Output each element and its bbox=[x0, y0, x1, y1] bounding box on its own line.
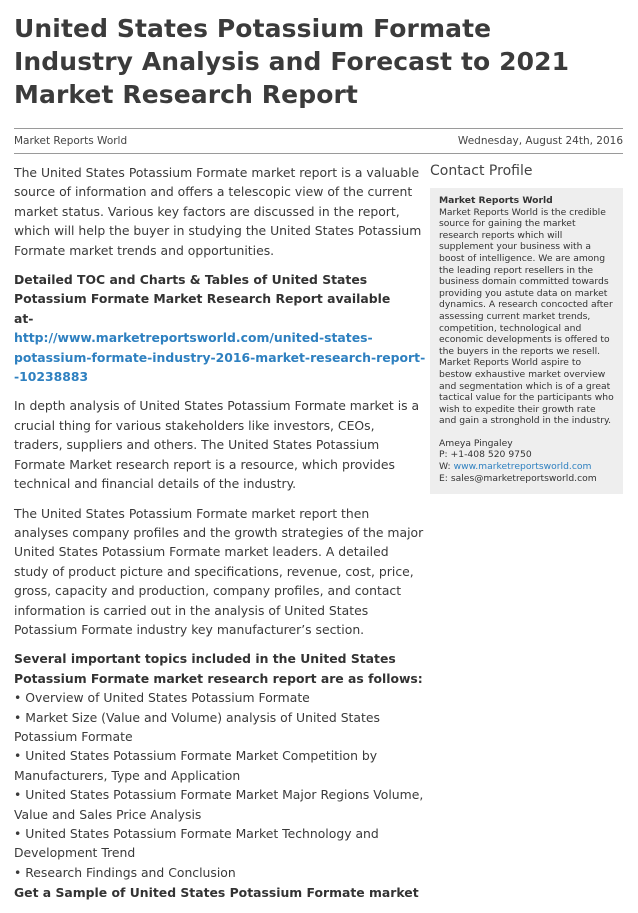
meta-bar bbox=[14, 128, 623, 154]
topic-item: • Research Findings and Conclusion bbox=[14, 864, 236, 880]
topic-item: • Market Size (Value and Volume) analysis of United States Potassium Formate bbox=[14, 709, 380, 744]
page-title: United States Potassium Formate Industry Analysis and Forecast to 2021 Market Research Report bbox=[14, 14, 570, 109]
contact-name: Ameya Pingaley bbox=[439, 437, 513, 449]
publisher-name: Market Reports World bbox=[14, 135, 128, 147]
contact-web-prefix: W: bbox=[439, 461, 454, 473]
topic-item: • United States Potassium Formate Market Technology and Development Trend bbox=[14, 826, 379, 861]
toc-heading: Detailed TOC and Charts & Tables of United States Potassium Formate Market Research Report available bbox=[14, 272, 391, 307]
contact-web-link[interactable]: www.marketreportsworld.com bbox=[453, 461, 592, 473]
profiles-paragraph: The United States Potassium Formate market report then analyses company profiles and the growth strategies of the major United States Potassium Formate market leaders. A detailed study of product picture and specifications, revenue, cost, price, gross, capacity and production, company profiles, and contact information is carried out in the analysis of United States Potassium Formate industry key manufacturer’s section. bbox=[14, 505, 424, 637]
contact-profile-title: Contact Profile bbox=[430, 163, 533, 179]
company-name: Market Reports World bbox=[439, 195, 553, 206]
company-description: Market Reports World is the credible source for gaining the market research reports which will supplement your business with a boost of intelligence. We are among the leading report resellers in the business domain committed towards providing you astute data on market dynamics. A research concocted after assessing current market trends, competition, technological and economic developments is offered to the buyers in the reports we resell. Market Reports World aspire to bestow exhaustive market overview and segmentation which is of a great tactical value for the participants who wish to expedite their growth rate and gain a stronghold in the industry. bbox=[439, 206, 614, 427]
topic-item: • United States Potassium Formate Market Competition by Manufacturers, Type and Application bbox=[14, 748, 378, 783]
publish-date: Wednesday, August 24th, 2016 bbox=[457, 135, 623, 147]
article-body bbox=[14, 163, 426, 913]
analysis-paragraph: In depth analysis of United States Potassium Formate market is a crucial thing for various stakeholders like investors, CEOs, traders, suppliers and others. The United States Potassium Formate Market research report is a resource, which provides technical and financial details of the industry. bbox=[14, 398, 420, 492]
contact-profile-box bbox=[430, 188, 623, 494]
contact-profile bbox=[430, 161, 623, 494]
topics-heading: Several important topics included in the United States Potassium Formate market research report are as follows: bbox=[14, 651, 423, 686]
topic-item: • Overview of United States Potassium Formate bbox=[14, 690, 310, 706]
topics-section bbox=[14, 649, 426, 882]
contact-phone: P: +1-408 520 9750 bbox=[439, 449, 532, 461]
contact-email: E: sales@marketreportsworld.com bbox=[439, 472, 597, 484]
toc-link[interactable]: http://www.marketreportsworld.com/united-states-potassium-formate-industry-2016-market-research-report--10238883 bbox=[14, 330, 426, 385]
sample-paragraph bbox=[14, 883, 426, 902]
topic-item: • United States Potassium Formate Market Major Regions Volume, Value and Sales Price Analysis bbox=[14, 787, 424, 822]
toc-at-label: at- bbox=[14, 310, 34, 326]
sample-heading: Get a Sample of United States Potassium Formate market bbox=[14, 885, 419, 901]
toc-paragraph bbox=[14, 270, 426, 386]
contact-web-row bbox=[439, 461, 614, 473]
intro-paragraph: The United States Potassium Formate market report is a valuable source of information and offers a telescopic view of the current market status. Various key factors are discussed in the report, which will help the buyer in studying the United States Potassium Formate market trends and opportunities. bbox=[14, 165, 422, 258]
